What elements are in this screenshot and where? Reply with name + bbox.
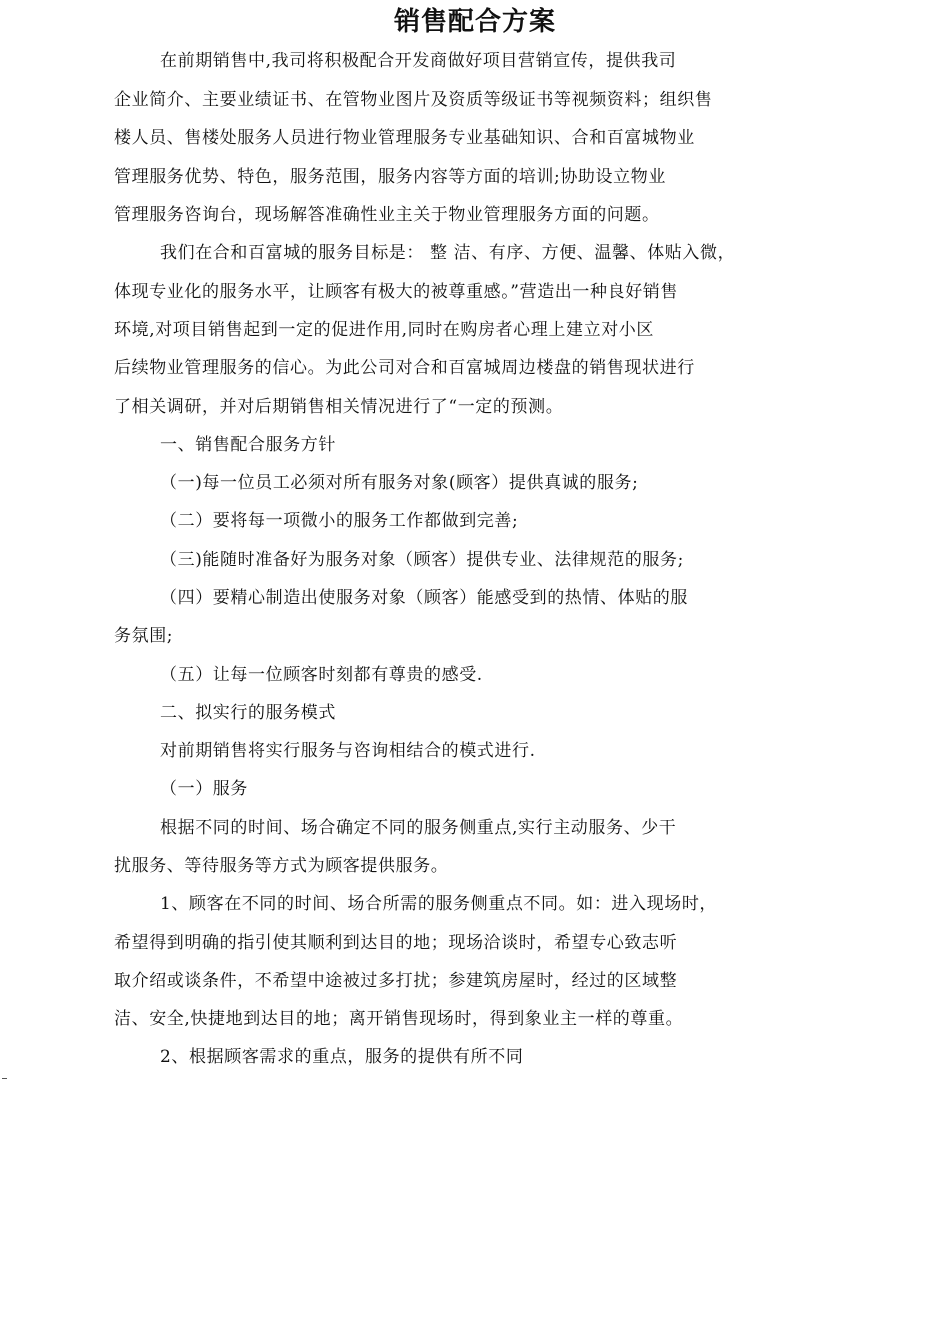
list-item: （四）要精心制造出使服务对象（顾客）能感受到的热情、体贴的服 [160, 588, 688, 608]
list-item: （五）让每一位顾客时刻都有尊贵的感受. [160, 665, 483, 685]
section-heading: 一、销售配合服务方针 [160, 435, 336, 455]
body-line: 管理服务优势、特色，服务范围，服务内容等方面的培训;协助设立物业 [114, 167, 666, 187]
body-line: 根据不同的时间、场合确定不同的服务侧重点,实行主动服务、少干 [160, 818, 677, 838]
body-line: 在前期销售中,我司将积极配合开发商做好项目营销宣传，提供我司 [160, 51, 677, 71]
body-line: 希望得到明确的指引使其顺利到达目的地；现场洽谈时，希望专心致志听 [114, 933, 678, 953]
body-line: 对前期销售将实行服务与咨询相结合的模式进行. [160, 741, 536, 761]
document-title: 销售配合方案 [393, 7, 556, 37]
section-heading: 二、拟实行的服务模式 [160, 703, 336, 723]
body-line: 了相关调研，并对后期销售相关情况进行了“一定的预测。 [114, 397, 564, 417]
body-line: 管理服务咨询台，现场解答准确性业主关于物业管理服务方面的问题。 [114, 205, 660, 225]
body-line: 我们在合和百富城的服务目标是： 整 洁、有序、方便、温馨、体贴入微， [160, 243, 736, 263]
body-line: 楼人员、售楼处服务人员进行物业管理服务专业基础知识、合和百富城物业 [114, 128, 695, 148]
list-item: （三)能随时准备好为服务对象（顾客）提供专业、法律规范的服务; [160, 550, 684, 570]
body-line: 扰服务、等待服务等方式为顾客提供服务。 [114, 856, 449, 876]
list-item: （一)每一位员工必须对所有服务对象(顾客）提供真诚的服务; [160, 473, 639, 493]
list-item: （二）要将每一项微小的服务工作都做到完善; [160, 511, 519, 531]
list-item-continuation: 务氛围; [114, 626, 174, 646]
body-line: 2、根据顾客需求的重点，服务的提供有所不同 [160, 1047, 524, 1067]
body-line: 后续物业管理服务的信心。为此公司对合和百富城周边楼盘的销售现状进行 [114, 358, 695, 378]
body-line: 环境,对项目销售起到一定的促进作用,同时在购房者心理上建立对小区 [114, 320, 655, 340]
body-line: 取介绍或谈条件，不希望中途被过多打扰；参建筑房屋时，经过的区域整 [114, 971, 678, 991]
body-line: 1、顾客在不同的时间、场合所需的服务侧重点不同。如：进入现场时， [160, 894, 718, 914]
body-line: 企业简介、主要业绩证书、在管物业图片及资质等级证书等视频资料；组织售 [114, 90, 713, 110]
body-line: 洁、安全,快捷地到达目的地；离开销售现场时，得到象业主一样的尊重。 [114, 1009, 684, 1029]
subsection-heading: （一）服务 [160, 779, 248, 799]
body-line: 体现专业化的服务水平，让顾客有极大的被尊重感。”营造出一种良好销售 [114, 282, 678, 302]
margin-mark [2, 1078, 7, 1079]
